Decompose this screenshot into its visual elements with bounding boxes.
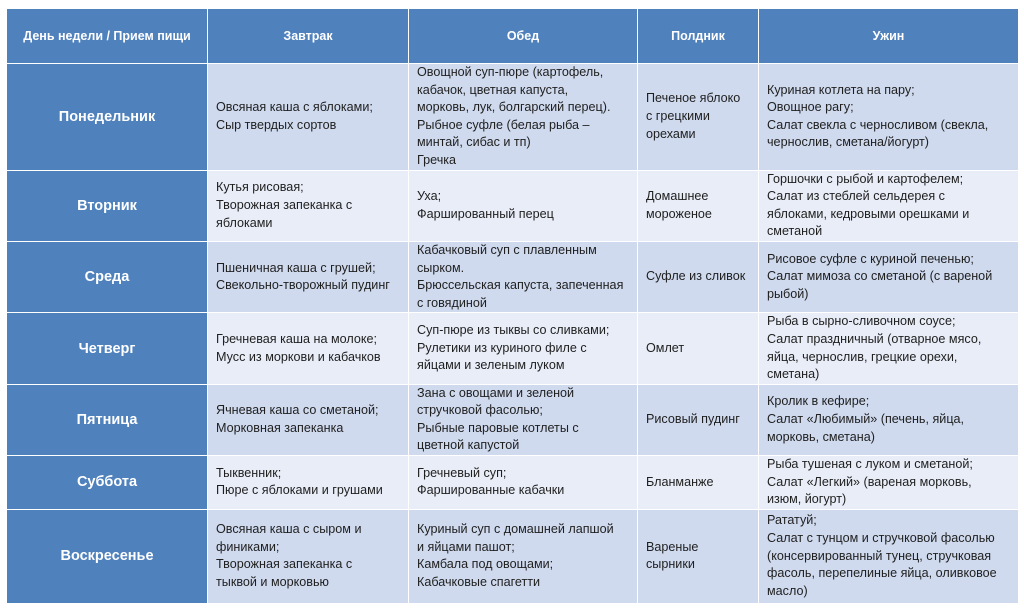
dinner-line: морковь, сметана) [767,429,875,444]
snack-line: орехами [646,126,696,141]
table-row [7,384,1019,455]
snack-cell [638,384,759,455]
dinner-line: Рыба в сырно-сливочном соусе; [767,314,956,329]
breakfast-line: Морковная запеканка [216,420,344,435]
day-name: Вторник [7,170,208,241]
breakfast-line: яблоками [216,215,273,230]
header-dinner: Ужин [759,9,1019,64]
table-row [7,509,1019,603]
lunch-line: Зана с овощами и зеленой [417,385,575,400]
lunch-line: Суп-пюре из тыквы со сливками; [417,323,610,338]
dinner-line: Салат из стеблей сельдерея с [767,189,945,204]
dinner-cell [759,64,1019,171]
breakfast-line: Овсяная каша с яблоками; [216,100,373,115]
lunch-cell [409,64,638,171]
table-row [7,170,1019,241]
snack-cell [638,456,759,510]
dinner-line: Салат мимоза со сметаной (с вареной [767,269,993,284]
lunch-cell [409,241,638,312]
dinner-cell [759,313,1019,384]
dinner-line: фасоль, перепелиные яйца, оливковое [767,566,997,581]
breakfast-line: тыквой и морковью [216,574,329,589]
breakfast-cell [208,170,409,241]
snack-cell [638,64,759,171]
snack-cell [638,313,759,384]
dinner-line: Салат свекла с черносливом (свекла, [767,117,989,132]
header-row [7,9,1019,64]
breakfast-line: Творожная запеканка с [216,557,353,572]
dinner-line: Салат «Легкий» (вареная морковь, [767,474,972,489]
dinner-line: Рисовое суфле с куриной печенью; [767,251,974,266]
lunch-line: с говядиной [417,295,487,310]
breakfast-cell [208,456,409,510]
lunch-cell [409,313,638,384]
lunch-line: Кабачковые спагетти [417,574,541,589]
dinner-line: сметана) [767,367,820,382]
breakfast-line: Овсяная каша с сыром и [216,522,362,537]
breakfast-line: Мусс из моркови и кабачков [216,349,381,364]
header-day-meal: День недели / Прием пищи [7,9,208,64]
lunch-line: и яйцами пашот; [417,539,515,554]
lunch-cell [409,384,638,455]
dinner-line: Куриная котлета на пару; [767,82,915,97]
dinner-line: Горшочки с рыбой и картофелем; [767,171,964,186]
lunch-line: цветной капустой [417,438,520,453]
dinner-line: изюм, йогурт) [767,492,847,507]
dinner-line: чернослив, сметана/йогурт) [767,135,930,150]
breakfast-line: Пюре с яблоками и грушами [216,483,383,498]
dinner-cell [759,241,1019,312]
lunch-line: Гречневый суп; [417,465,507,480]
breakfast-line: Пшеничная каша с грушей; [216,260,376,275]
breakfast-cell [208,384,409,455]
lunch-line: Фаршированный перец [417,206,554,221]
day-name: Понедельник [7,64,208,171]
snack-line: Омлет [646,340,685,355]
lunch-cell [409,509,638,603]
dinner-line: Салат праздничный (отварное мясо, [767,331,982,346]
dinner-cell [759,456,1019,510]
day-name: Пятница [7,384,208,455]
day-name: Суббота [7,456,208,510]
breakfast-line: Свекольно-творожный пудинг [216,278,390,293]
snack-line: Рисовый пудинг [646,412,740,427]
header-snack: Полдник [638,9,759,64]
day-name: Четверг [7,313,208,384]
lunch-line: Овощной суп-пюре (картофель, [417,65,604,79]
lunch-cell [409,170,638,241]
dinner-line: сметаной [767,224,823,239]
dinner-line: яйца, чернослив, грецкие орехи, [767,349,958,364]
breakfast-line: Тыквенник; [216,465,282,480]
table-row [7,241,1019,312]
lunch-line: Рулетики из куриного филе с [417,340,587,355]
snack-line: Домашнее [646,189,709,204]
dinner-cell [759,509,1019,603]
lunch-line: Куриный суп с домашней лапшой [417,522,614,537]
dinner-line: масло) [767,583,808,598]
breakfast-line: финиками; [216,539,280,554]
breakfast-cell [208,313,409,384]
lunch-line: минтай, сибас и тп) [417,135,531,150]
breakfast-line: Кутья рисовая; [216,180,304,195]
day-name: Воскресенье [7,509,208,603]
table-row [7,64,1019,171]
snack-line: Бланманже [646,474,714,489]
header-breakfast: Завтрак [208,9,409,64]
breakfast-line: Творожная запеканка с [216,197,353,212]
snack-line: мороженое [646,206,712,221]
snack-line: Суфле из сливок [646,269,746,284]
dinner-cell [759,384,1019,455]
lunch-line: Брюссельская капуста, запеченная [417,278,624,293]
dinner-line: Салат с тунцом и стручковой фасолью [767,530,995,545]
dinner-line: рыбой) [767,286,809,301]
lunch-line: кабачок, цветная капуста, [417,82,569,97]
snack-cell [638,509,759,603]
snack-cell [638,241,759,312]
dinner-line: Кролик в кефире; [767,394,870,409]
lunch-cell [409,456,638,510]
dinner-cell [759,170,1019,241]
lunch-line: Кабачковый суп с плавленным [417,242,597,257]
breakfast-line: Сыр твердых сортов [216,117,337,132]
breakfast-cell [208,509,409,603]
lunch-line: яйцами и зеленым луком [417,358,565,373]
dinner-line: Овощное рагу; [767,100,854,115]
lunch-line: стручковой фасолью; [417,403,543,418]
header-lunch: Обед [409,9,638,64]
lunch-line: Рыбное суфле (белая рыба – [417,117,590,132]
breakfast-cell [208,64,409,171]
dinner-line: Рыба тушеная с луком и сметаной; [767,457,973,472]
lunch-line: морковь, лук, болгарский перец). [417,100,611,115]
lunch-line: Гречка [417,152,457,167]
dinner-line: Салат «Любимый» (печень, яйца, [767,412,965,427]
weekly-meal-plan-table [6,8,1019,604]
lunch-line: Камбала под овощами; [417,557,554,572]
lunch-line: Фаршированные кабачки [417,483,565,498]
lunch-line: Рыбные паровые котлеты с [417,420,579,435]
dinner-line: Рататуй; [767,513,817,528]
snack-line: сырники [646,557,695,572]
snack-line: Печеное яблоко [646,91,741,106]
dinner-line: яблоками, кедровыми орешками и [767,206,970,221]
day-name: Среда [7,241,208,312]
breakfast-line: Гречневая каша на молоке; [216,331,377,346]
snack-cell [638,170,759,241]
snack-line: с грецкими [646,108,710,123]
lunch-line: сырком. [417,260,465,275]
table-row [7,313,1019,384]
breakfast-cell [208,241,409,312]
snack-line: Вареные [646,539,699,554]
dinner-line: (консервированный тунец, стручковая [767,548,992,563]
table-row [7,456,1019,510]
breakfast-line: Ячневая каша со сметаной; [216,403,379,418]
lunch-line: Уха; [417,189,442,204]
